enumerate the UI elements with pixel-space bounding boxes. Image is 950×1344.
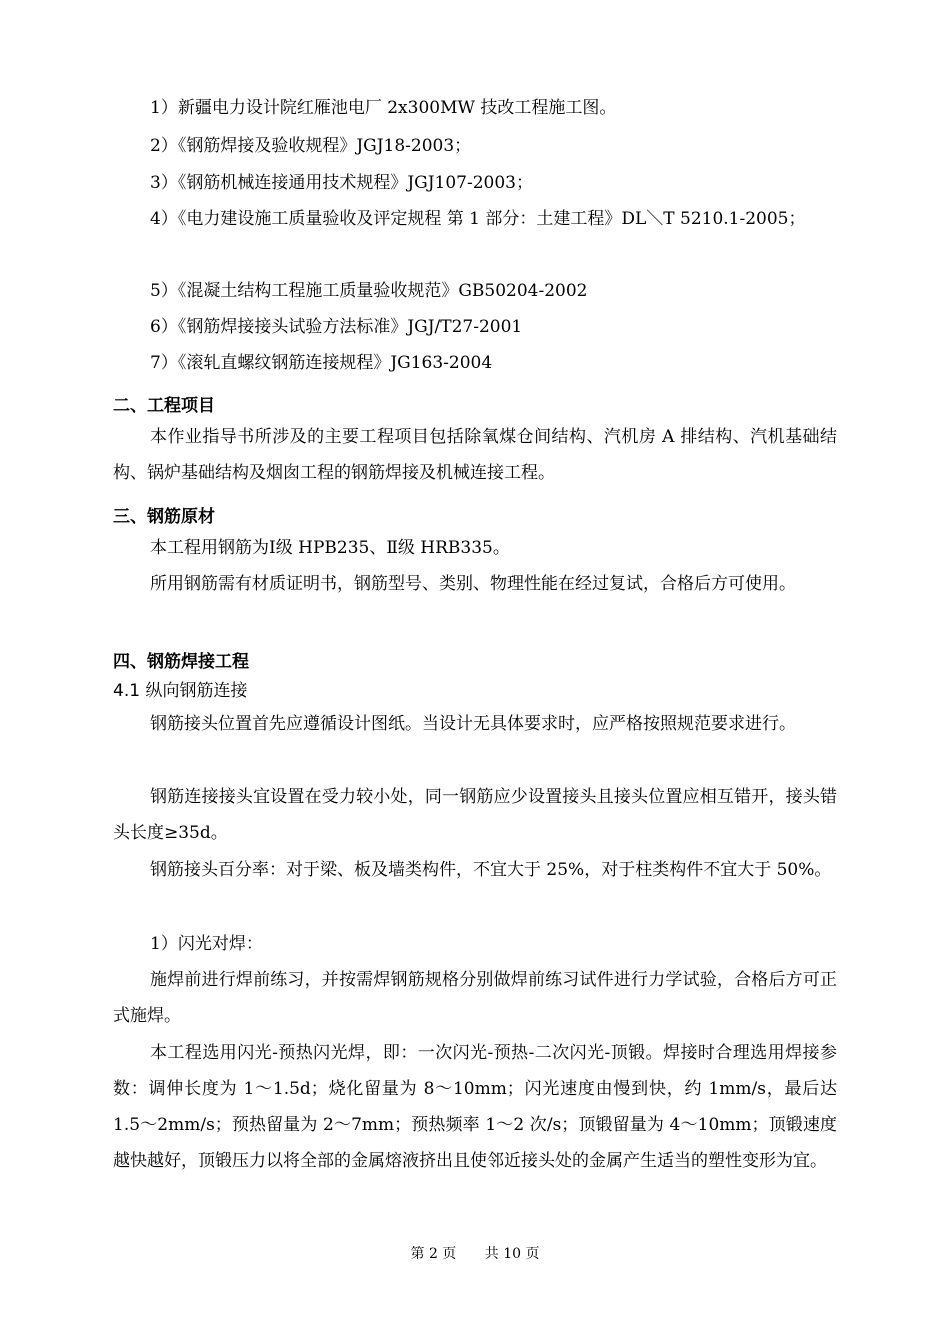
- page-footer: [0, 1243, 950, 1263]
- section-paragraph: 本工程选用闪光-预热闪光焊，即：一次闪光-预热-二次闪光-顶锻。焊接时合理选用焊接参数：调伸长度为 1～1.5d；烧化留量为 8～10mm；闪光速度由慢到快，约 1mm/s，最后达 1.5～2mm/s；预热留量为 2～7mm；预热频率 1～2 次/s；顶锻留量为 4～10mm；顶锻速度越快越好，顶锻压力以将全部的金属熔液挤出且使邻近接头处的金属产生适当的塑性变形为宜。: [113, 1043, 837, 1171]
- reference-item: 4）《电力建设施工质量验收及评定规程 第 1 部分：土建工程》DL＼T 5210.1-2005；: [150, 209, 806, 229]
- section-paragraph: 1）闪光对焊：: [150, 934, 263, 954]
- reference-item: 6）《钢筋焊接接头试验方法标准》JGJ/T27-2001: [150, 317, 523, 337]
- page-total: 共 10 页: [484, 1246, 540, 1262]
- section-heading: 四、钢筋焊接工程: [113, 652, 249, 672]
- reference-item: 1）新疆电力设计院红雁池电厂 2x300MW 技改工程施工图。: [150, 98, 617, 118]
- reference-item: 3）《钢筋机械连接通用技术规程》JGJ107-2003；: [150, 173, 533, 193]
- section-paragraph: 本作业指导书所涉及的主要工程项目包括除氧煤仓间结构、汽机房 A 排结构、汽机基础结构、锅炉基础结构及烟囱工程的钢筋焊接及机械连接工程。: [113, 427, 837, 483]
- section-paragraph: 钢筋接头百分率：对于梁、板及墙类构件，不宜大于 25%，对于柱类构件不宜大于 50%。: [150, 860, 832, 880]
- section-paragraph: 施焊前进行焊前练习，并按需焊钢筋规格分别做焊前练习试件进行力学试验，合格后方可正式施焊。: [113, 970, 837, 1026]
- section-paragraph: 本工程用钢筋为Ⅰ级 HPB235、Ⅱ级 HRB335。: [150, 538, 510, 558]
- reference-item: 7）《滚轧直螺纹钢筋连接规程》JG163-2004: [150, 353, 493, 373]
- page-number: 第 2 页: [410, 1246, 457, 1262]
- section-heading: 二、工程项目: [113, 396, 215, 416]
- section-heading: 三、钢筋原材: [113, 507, 215, 527]
- reference-item: 5）《混凝土结构工程施工质量验收规范》GB50204-2002: [150, 281, 588, 301]
- section-paragraph: 所用钢筋需有材质证明书，钢筋型号、类别、物理性能在经过复试，合格后方可使用。: [150, 574, 796, 594]
- section-paragraph: 钢筋连接接头宜设置在受力较小处，同一钢筋应少设置接头且接头位置应相互错开，接头错头长度≥35d。: [113, 787, 837, 843]
- subsection-heading: 4.1 纵向钢筋连接: [113, 681, 248, 701]
- reference-item: 2）《钢筋焊接及验收规程》JGJ18-2003；: [150, 136, 472, 156]
- section-paragraph: 钢筋接头位置首先应遵循设计图纸。当设计无具体要求时，应严格按照规范要求进行。: [150, 714, 796, 734]
